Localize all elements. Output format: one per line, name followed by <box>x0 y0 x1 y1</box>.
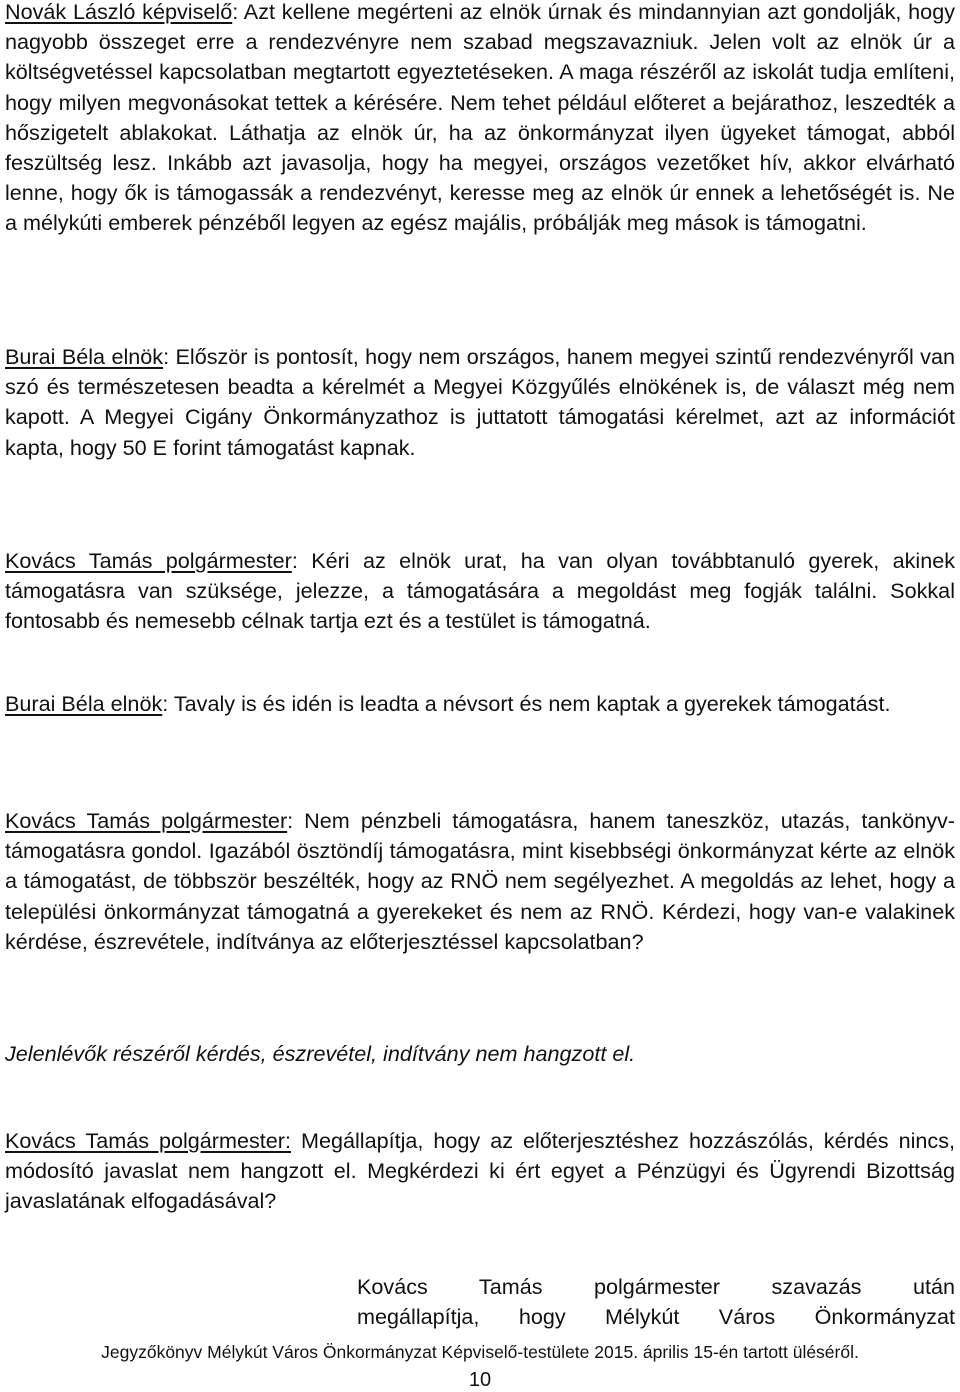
speaker-name: Burai Béla elnök <box>5 344 164 369</box>
paragraph-burai-1 <box>5 342 955 463</box>
paragraph-novak <box>5 0 955 239</box>
paragraph-text: : Nem pénzbeli támogatásra, hanem taneszköz, utazás, tankönyv-támogatásra gondol. Igazából ösztöndíj támogatásra, mint kisebbségi önkormányzat kérte az elnök a támogatást, de többször beszélték, hogy az RNÖ nem segélyezhet. A megoldás az lehet, hogy a települési önkormányzat támogatná a gyerekeket és nem az RNÖ. Kérdezi, hogy van-e valakinek kérdése, észrevétele, indítványa az előterjesztéssel kapcsolatban? <box>5 808 956 954</box>
paragraph-jelenlevok <box>5 1039 955 1069</box>
paragraph-text: Megállapítja, hogy az előterjesztéshez hozzászólás, kérdés nincs, módosító javaslat nem hangzott el. Megkérdezi ki ért egyet a Pénzügyi és Ügyrendi Bizottság javaslatának elfogadásával? <box>5 1128 955 1214</box>
speaker-name: Kovács Tamás polgármester: <box>5 1128 291 1153</box>
speaker-name: Kovács Tamás polgármester <box>5 548 292 573</box>
speaker-name: Kovács Tamás polgármester <box>5 808 288 833</box>
speaker-name: Burai Béla elnök <box>5 691 163 716</box>
paragraph-kovacs-1 <box>5 546 955 637</box>
paragraph-text: : Először is pontosít, hogy nem országos, hanem megyei szintű rendezvényről van szó és természetesen beadta a kérelmét a Megyei Közgyűlés elnökének is, de választ még nem kapott. A Megyei Cigány Önkormányzathoz is juttatott támogatási kérelmet, azt az információt kapta, hogy 50 E forint támogatást kapnak. <box>5 344 955 460</box>
page-number: 10 <box>468 1369 492 1391</box>
paragraph-kovacs-vote-line1 <box>357 1272 955 1302</box>
paragraph-kovacs-vote-line2 <box>357 1302 955 1332</box>
paragraph-text: Kovács Tamás polgármester szavazás után <box>357 1274 955 1299</box>
paragraph-burai-2 <box>5 689 955 719</box>
paragraph-kovacs-3 <box>5 1126 955 1217</box>
paragraph-text: megállapítja, hogy Mélykút Város Önkormányzat <box>357 1304 955 1329</box>
paragraph-text: : Kéri az elnök urat, ha van olyan továbbtanuló gyerek, akinek támogatásra van szüksége, jelezze, a támogatására a megoldást meg fogják találni. Sokkal fontosabb és nemesebb célnak tartja ezt és a testület is támogatná. <box>5 548 956 634</box>
paragraph-kovacs-2 <box>5 806 955 957</box>
page-footer: Jegyzőkönyv Mélykút Város Önkormányzat Képviselő-testülete 2015. április 15-én tartott üléséről. <box>101 1342 859 1362</box>
paragraph-text: : Tavaly is és idén is leadta a névsort és nem kaptak a gyerekek támogatást. <box>162 691 891 716</box>
paragraph-text: Jelenlévők részéről kérdés, észrevétel, indítvány nem hangzott el. <box>5 1041 636 1066</box>
paragraph-text: : Azt kellene megérteni az elnök úrnak és mindannyian azt gondolják, hogy nagyobb összeget erre a rendezvényre nem szabad megszavazniuk. Jelen volt az elnök úr a költségvetéssel kapcsolatban megtartott egyeztetéseken. A maga részéről az iskolát tudja említeni, hogy milyen megvonásokat tettek a kérésére. Nem tehet például előteret a bejárathoz, leszedték a hőszigetelt ablakokat. Láthatja az elnök úr, ha az önkormányzat ilyen ügyeket támogat, abból feszültség lesz. Inkább azt javasolja, hogy ha megyei, országos vezetőket hív, akkor elvárható lenne, hogy ők is támogassák a rendezvényt, keresse meg az elnök úr ennek a lehetőségét is. Ne a mélykúti emberek pénzéből legyen az egész majális, próbálják meg mások is támogatni. <box>5 0 956 236</box>
speaker-name: Novák László képviselő <box>5 0 233 24</box>
